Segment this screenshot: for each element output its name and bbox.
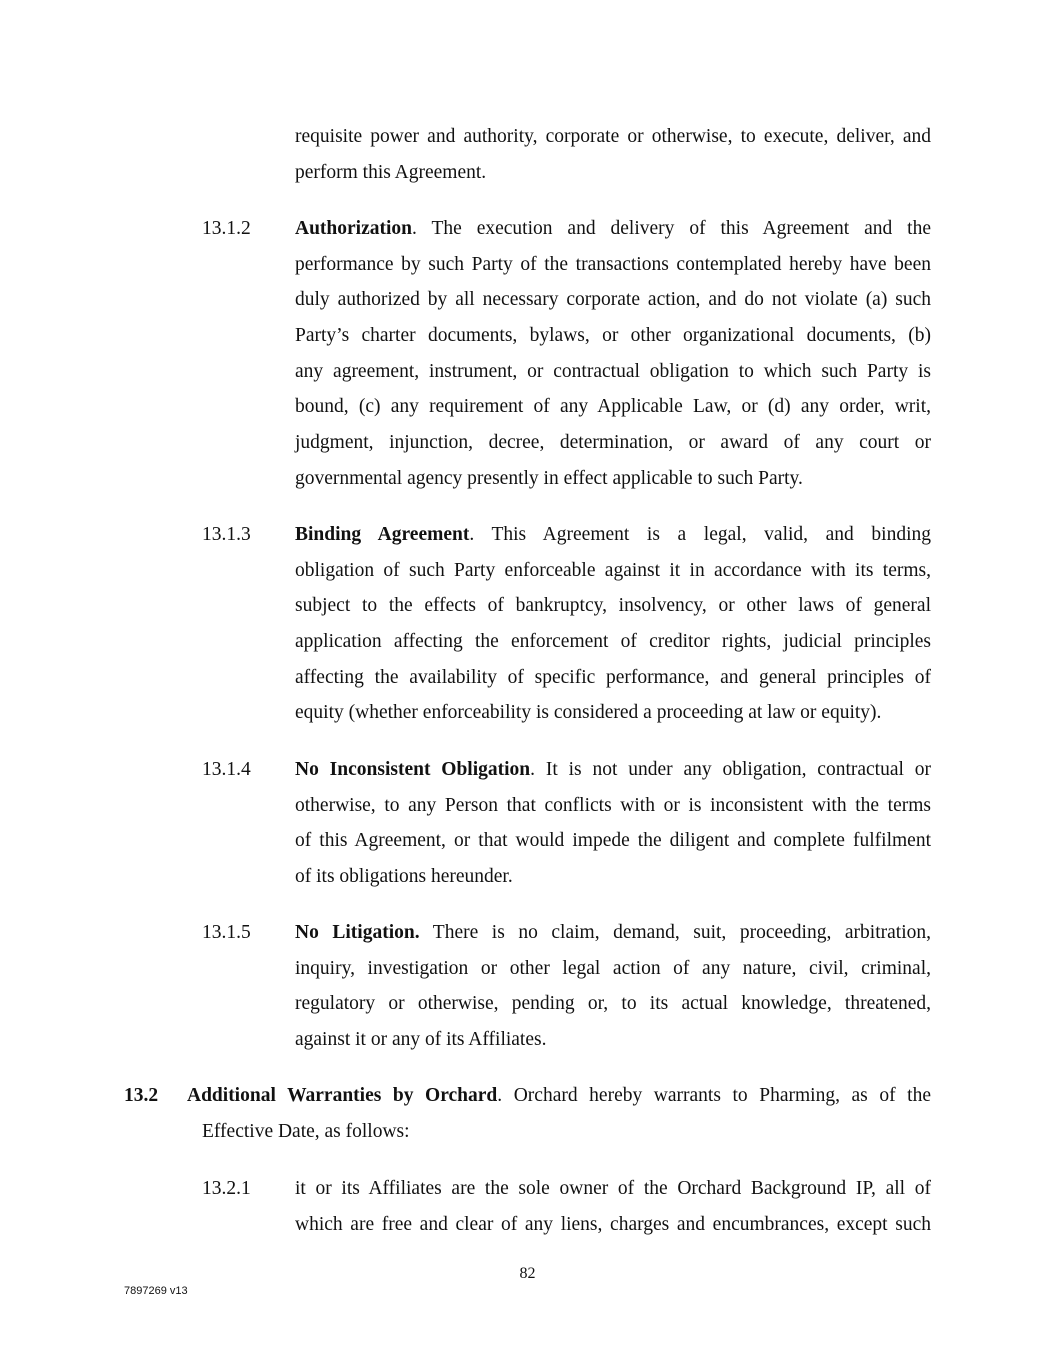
section-13-1-2 <box>295 211 931 497</box>
section-heading: Authorization <box>295 218 412 239</box>
paragraph-line: governmental agency presently in effect applicable to such Party. <box>295 467 803 489</box>
section-number: 13.2 <box>124 1085 159 1106</box>
paragraph-line: judgment, injunction, decree, determination, or award of any court or <box>295 432 931 454</box>
paragraph-line: otherwise, to any Person that conflicts with or is inconsistent with the terms <box>295 794 931 816</box>
paragraph-line <box>187 1078 931 1114</box>
section-heading: No Inconsistent Obligation <box>295 759 531 780</box>
paragraph-line: it or its Affiliates are the sole owner of the Orchard Background IP, all of <box>295 1178 931 1199</box>
section-number: 13.1.2 <box>202 218 251 239</box>
paragraph-line: of this Agreement, or that would impede the diligent and complete fulfilment <box>295 830 931 852</box>
paragraph-line: affecting the availability of specific performance, and general principles of <box>295 666 931 688</box>
section-13-1-3 <box>295 517 931 731</box>
heading-trailing-text: . The execution and delivery of this Agreement and the <box>412 218 931 239</box>
paragraph-line: Effective Date, as follows: <box>202 1121 410 1142</box>
section-heading: Binding Agreement <box>295 524 470 545</box>
paragraph-line <box>295 915 931 951</box>
section-number: 13.1.4 <box>202 759 251 780</box>
paragraph-line: duly authorized by all necessary corporate action, and do not violate (a) such <box>295 289 931 311</box>
paragraph-line: requisite power and authority, corporate or otherwise, to execute, deliver, and <box>295 126 931 147</box>
paragraph-line: equity (whether enforceability is considered a proceeding at law or equity). <box>295 702 882 724</box>
paragraph-line: application affecting the enforcement of creditor rights, judicial principles <box>295 631 931 653</box>
paragraph-line: bound, (c) any requirement of any Applicable Law, or (d) any order, writ, <box>295 396 931 418</box>
section-heading: Additional Warranties by Orchard <box>187 1085 498 1106</box>
section-13-1-5 <box>295 915 931 1058</box>
paragraph-line: Party’s charter documents, bylaws, or other organizational documents, (b) <box>295 325 931 347</box>
heading-trailing-text: . This Agreement is a legal, valid, and binding <box>469 524 931 545</box>
section-number: 13.2.1 <box>202 1178 251 1199</box>
paragraph-line: performance by such Party of the transactions contemplated hereby have been <box>295 253 931 275</box>
heading-trailing-text: There is no claim, demand, suit, proceeding, arbitration, <box>419 922 931 943</box>
section-number: 13.1.5 <box>202 922 251 943</box>
section-13-2-1 <box>295 1171 931 1242</box>
section-number: 13.1.3 <box>202 524 251 545</box>
heading-trailing-text: . Orchard hereby warrants to Pharming, as of the <box>497 1085 931 1106</box>
section-13-2-first-line <box>187 1078 931 1114</box>
paragraph-line <box>295 211 931 247</box>
heading-trailing-text: . It is not under any obligation, contractual or <box>530 759 932 780</box>
paragraph-line: regulatory or otherwise, pending or, to its actual knowledge, threatened, <box>295 993 931 1015</box>
paragraph-line <box>295 752 931 788</box>
paragraph-line: any agreement, instrument, or contractual obligation to which such Party is <box>295 360 931 382</box>
section-heading: No Litigation. <box>295 922 420 943</box>
paragraph-line: perform this Agreement. <box>295 161 487 183</box>
page-number: 82 <box>519 1265 536 1282</box>
paragraph-line: obligation of such Party enforceable against it in accordance with its terms, <box>295 559 931 581</box>
intro-paragraph <box>295 119 931 190</box>
paragraph-line: subject to the effects of bankruptcy, insolvency, or other laws of general <box>295 595 931 617</box>
section-13-1-4 <box>295 752 931 895</box>
paragraph-line: against it or any of its Affiliates. <box>295 1029 547 1051</box>
paragraph-line <box>295 517 931 553</box>
document-id: 7897269 v13 <box>124 1285 188 1297</box>
paragraph-line: of its obligations hereunder. <box>295 866 513 888</box>
paragraph-line: inquiry, investigation or other legal action of any nature, civil, criminal, <box>295 957 931 979</box>
section-13-2-continuation <box>202 1114 931 1150</box>
paragraph-line: which are free and clear of any liens, charges and encumbrances, except such <box>295 1213 931 1235</box>
